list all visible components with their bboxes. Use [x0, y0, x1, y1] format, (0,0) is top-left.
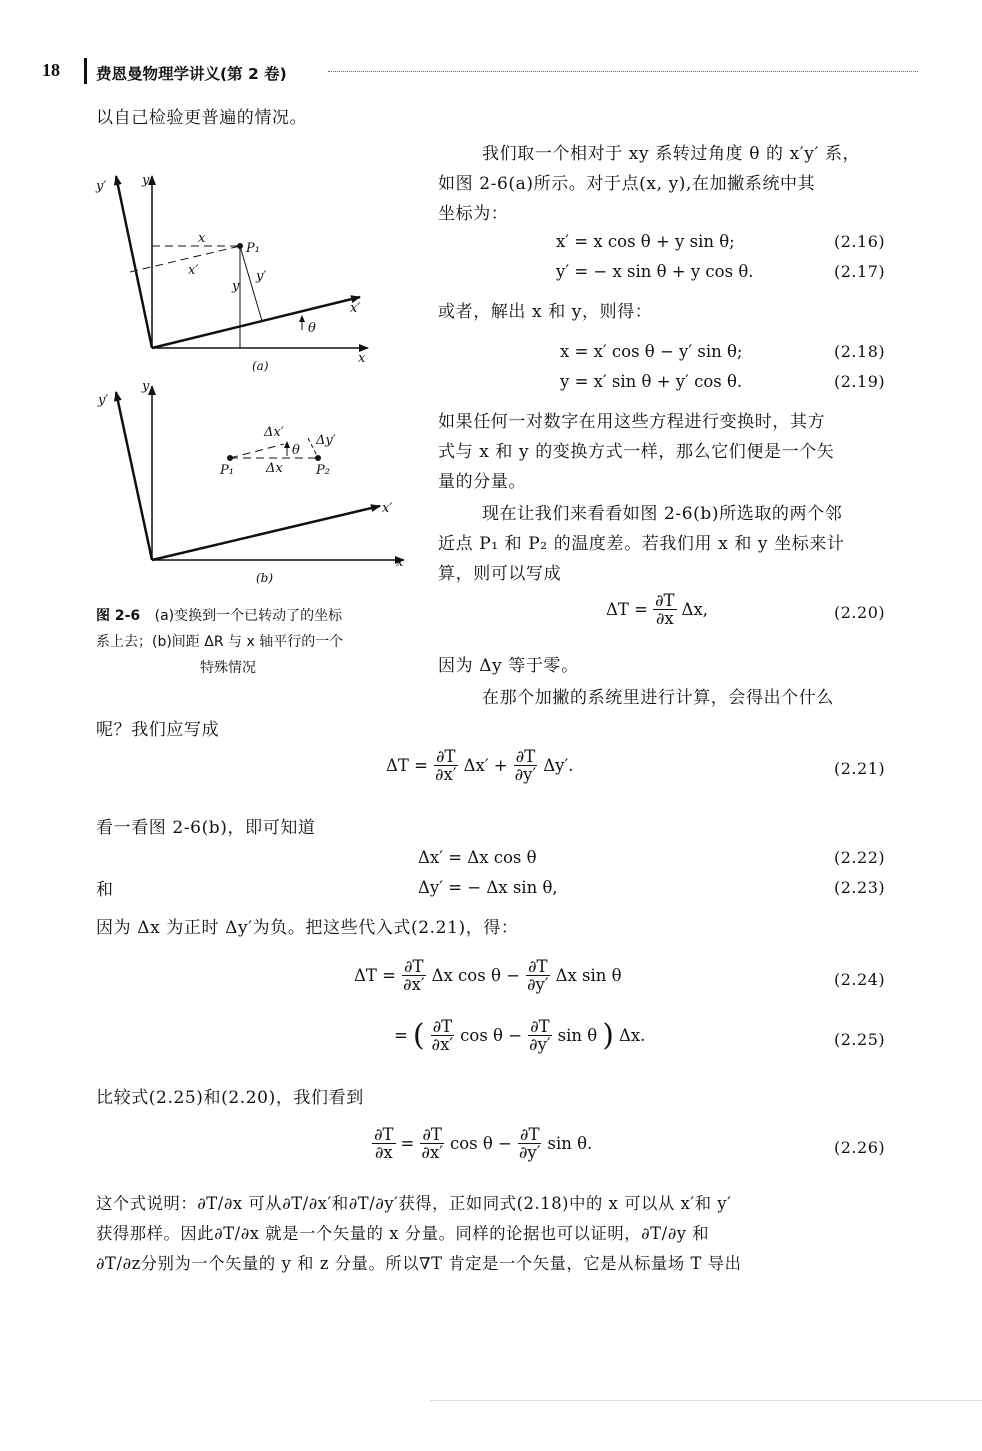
- denominator: ∂y′: [518, 1143, 541, 1163]
- denominator: ∂y′: [514, 765, 537, 785]
- label-y-prime-segment: y′: [256, 269, 267, 284]
- paragraph-line: 因为 Δy 等于零。: [438, 656, 579, 676]
- equation-number: (2.16): [834, 232, 886, 251]
- y-prime-axis: [116, 176, 152, 348]
- paragraph-line: 或者，解出 x 和 y，则得：: [438, 302, 653, 322]
- numerator: ∂T: [432, 1017, 453, 1036]
- paragraph-line: ∂T/∂z分别为一个矢量的 y 和 z 分量。所以∇T 肯定是一个矢量，它是从标量场 T 导出: [96, 1254, 742, 1273]
- partial-fraction: [513, 748, 539, 784]
- equation-lhs: ΔT =: [354, 966, 396, 986]
- label-x-segment: x: [198, 231, 206, 246]
- caption-label: 图 2-6: [96, 608, 141, 624]
- partial-fraction: [525, 958, 551, 994]
- label-delta-y-prime: Δy′: [316, 433, 336, 448]
- paragraph-line: 坐标为：: [438, 204, 509, 224]
- equation-number: (2.17): [834, 262, 886, 281]
- label-delta-x: Δx: [266, 461, 283, 476]
- paragraph-line: 现在让我们来看看如图 2-6(b)所选取的两个邻: [482, 504, 843, 524]
- equation-number: (2.21): [834, 759, 886, 778]
- equation-2-22: Δx′ = Δx cos θ: [418, 848, 537, 867]
- x-prime-axis: [152, 506, 380, 560]
- equation-number: (2.26): [834, 1138, 886, 1157]
- equation-2-24: [354, 958, 622, 994]
- label-P2: P₂: [316, 463, 330, 478]
- label-y: y: [142, 173, 150, 188]
- partial-fraction: [372, 1126, 396, 1162]
- label-x-axis: x: [396, 555, 404, 570]
- equation-rhs: Δx sin θ: [555, 966, 622, 986]
- paragraph-line: 如果任何一对数字在用这些方程进行变换时，其方: [438, 412, 826, 432]
- equals-sign: =: [400, 1134, 415, 1154]
- equation-middle: cos θ −: [449, 1134, 512, 1154]
- paragraph-line: 在那个加撇的系统里进行计算，会得出个什么: [482, 688, 834, 708]
- subfigure-a-label: (a): [252, 359, 269, 373]
- paragraph-line: 因为 Δx 为正时 Δy′为负。把这些代入式(2.21)，得：: [96, 918, 519, 938]
- partial-fraction: [430, 1018, 456, 1054]
- equation-middle: cos θ −: [460, 1026, 523, 1046]
- paragraph-line: 算，则可以写成: [438, 564, 562, 584]
- equation-tail: sin θ: [557, 1026, 598, 1046]
- partial-fraction: [419, 1126, 445, 1162]
- paragraph-line: 近点 P₁ 和 P₂ 的温度差。若我们用 x 和 y 坐标来计: [438, 534, 845, 554]
- dashed-delta-x-prime: [230, 444, 284, 458]
- x-prime-axis: [152, 297, 360, 348]
- equation-lhs: ΔT =: [386, 756, 428, 776]
- page-header: [0, 58, 982, 88]
- equation-2-16: x′ = x cos θ + y sin θ;: [556, 232, 735, 251]
- equation-number: (2.20): [834, 603, 886, 622]
- equation-number: (2.24): [834, 970, 886, 989]
- equation-number: (2.23): [834, 878, 886, 897]
- label-x-prime-axis: x′: [350, 301, 361, 316]
- page-number: 18: [42, 60, 60, 80]
- label-P1: P₁: [246, 241, 260, 256]
- equation-middle: Δx cos θ −: [431, 966, 520, 986]
- denominator: ∂x: [374, 1143, 393, 1163]
- denominator: ∂y′: [526, 975, 549, 995]
- label-P1: P₁: [220, 463, 234, 478]
- paragraph-line: 我们取一个相对于 xy 系转过角度 θ 的 x′y′ 系，: [482, 144, 861, 164]
- numerator: ∂T: [655, 591, 675, 610]
- equation-rhs: Δx,: [681, 600, 709, 620]
- denominator: ∂x′: [435, 765, 457, 785]
- equation-lhs: =: [394, 1026, 408, 1046]
- paragraph-line: 量的分量。: [438, 472, 526, 492]
- open-paren: (: [412, 1018, 425, 1054]
- equation-rhs: sin θ.: [547, 1134, 593, 1154]
- equation-2-26: [372, 1126, 592, 1162]
- caption-line: 系上去；(b)间距 ΔR 与 x 轴平行的一个: [96, 634, 344, 650]
- paragraph-line: 这个式说明：∂T/∂x 可从∂T/∂x′和∂T/∂y′获得，正如同式(2.18)中的 x 可以从 x′和 y′: [96, 1194, 732, 1213]
- figure-caption: [96, 604, 342, 628]
- point-P1: [238, 244, 243, 249]
- partial-fraction: [527, 1018, 553, 1054]
- numerator: ∂T: [374, 1125, 394, 1144]
- label-x-axis: x: [358, 351, 366, 366]
- equation-number: (2.19): [834, 372, 886, 391]
- equation-2-19: y = x′ sin θ + y′ cos θ.: [560, 372, 743, 391]
- equation-2-17: y′ = − x sin θ + y cos θ.: [556, 262, 754, 281]
- paragraph-continuation: 以自己检验更普遍的情况。: [96, 108, 308, 128]
- equation-number: (2.25): [834, 1030, 886, 1049]
- equation-2-25: [394, 1018, 645, 1054]
- denominator: ∂x′: [421, 1143, 443, 1163]
- point-P1: [228, 456, 233, 461]
- label-y-prime: y′: [96, 179, 107, 194]
- denominator: ∂y′: [529, 1035, 551, 1055]
- equation-2-20: [606, 592, 708, 628]
- partial-fraction: [653, 592, 677, 628]
- label-theta: θ: [308, 321, 316, 336]
- denominator: ∂x: [655, 609, 674, 629]
- paragraph-line: 看一看图 2-6(b)，即可知道: [96, 818, 316, 838]
- header-rule: [328, 71, 918, 72]
- denominator: ∂x′: [431, 1035, 454, 1055]
- label-y-segment: y: [232, 279, 240, 294]
- partial-fraction: [517, 1126, 543, 1162]
- page-bottom-edge: [430, 1400, 982, 1401]
- panel-b-labels: [97, 379, 404, 585]
- partial-fraction: [433, 748, 459, 784]
- numerator: ∂T: [436, 747, 456, 766]
- paragraph-line: 如图 2-6(a)所示。对于点(x, y),在加撇系统中其: [438, 174, 816, 194]
- point-P2: [316, 456, 321, 461]
- label-y-prime: y′: [98, 393, 109, 408]
- numerator: ∂T: [404, 957, 424, 976]
- label-theta: θ: [292, 443, 300, 458]
- book-title: 费恩曼物理学讲义(第 2 卷): [96, 65, 287, 83]
- paragraph-line: 式与 x 和 y 的变换方式一样，那么它们便是一个矢: [438, 442, 835, 462]
- caption-line: 特殊情况: [200, 660, 256, 676]
- y-prime-axis: [116, 392, 152, 560]
- denominator: ∂x′: [403, 975, 425, 995]
- equation-number: (2.22): [834, 848, 886, 867]
- paragraph-line: 呢？我们应写成: [96, 720, 220, 740]
- panel-b: [116, 386, 404, 560]
- subfigure-b-label: (b): [256, 571, 274, 585]
- equation-2-21: [386, 748, 573, 784]
- label-x-prime-axis: x′: [382, 501, 393, 516]
- dashed-x-prime-projection: [130, 246, 240, 272]
- numerator: ∂T: [422, 1125, 442, 1144]
- paragraph-line: 获得那样。因此∂T/∂x 就是一个矢量的 x 分量。同样的论据也可以证明，∂T/∂y 和: [96, 1224, 710, 1243]
- numerator: ∂T: [519, 1125, 540, 1144]
- caption-line: (a)变换到一个已转动了的坐标: [154, 608, 343, 624]
- close-paren: ): [602, 1018, 614, 1054]
- figure-2-6: [80, 160, 420, 590]
- numerator: ∂T: [530, 1017, 550, 1036]
- equation-2-23: Δy′ = − Δx sin θ,: [418, 878, 558, 897]
- equation-2-18: x = x′ cos θ − y′ sin θ;: [560, 342, 743, 361]
- equation-number: (2.18): [834, 342, 886, 361]
- equation-rhs: Δx.: [618, 1026, 646, 1046]
- label-x-prime-segment: x′: [188, 263, 199, 278]
- panel-a: [116, 176, 368, 348]
- conjunction-and: 和: [96, 880, 114, 900]
- header-divider-bar: [84, 58, 87, 84]
- equation-lhs: ΔT =: [606, 600, 648, 620]
- numerator: ∂T: [527, 957, 548, 976]
- partial-fraction: [401, 958, 427, 994]
- equation-rhs: Δy′.: [543, 756, 574, 776]
- label-delta-x-prime: Δx′: [264, 425, 284, 440]
- numerator: ∂T: [515, 747, 536, 766]
- paragraph-line: 比较式(2.25)和(2.20)，我们看到: [96, 1088, 364, 1108]
- equation-middle: Δx′ +: [463, 756, 508, 776]
- label-y: y: [142, 379, 150, 394]
